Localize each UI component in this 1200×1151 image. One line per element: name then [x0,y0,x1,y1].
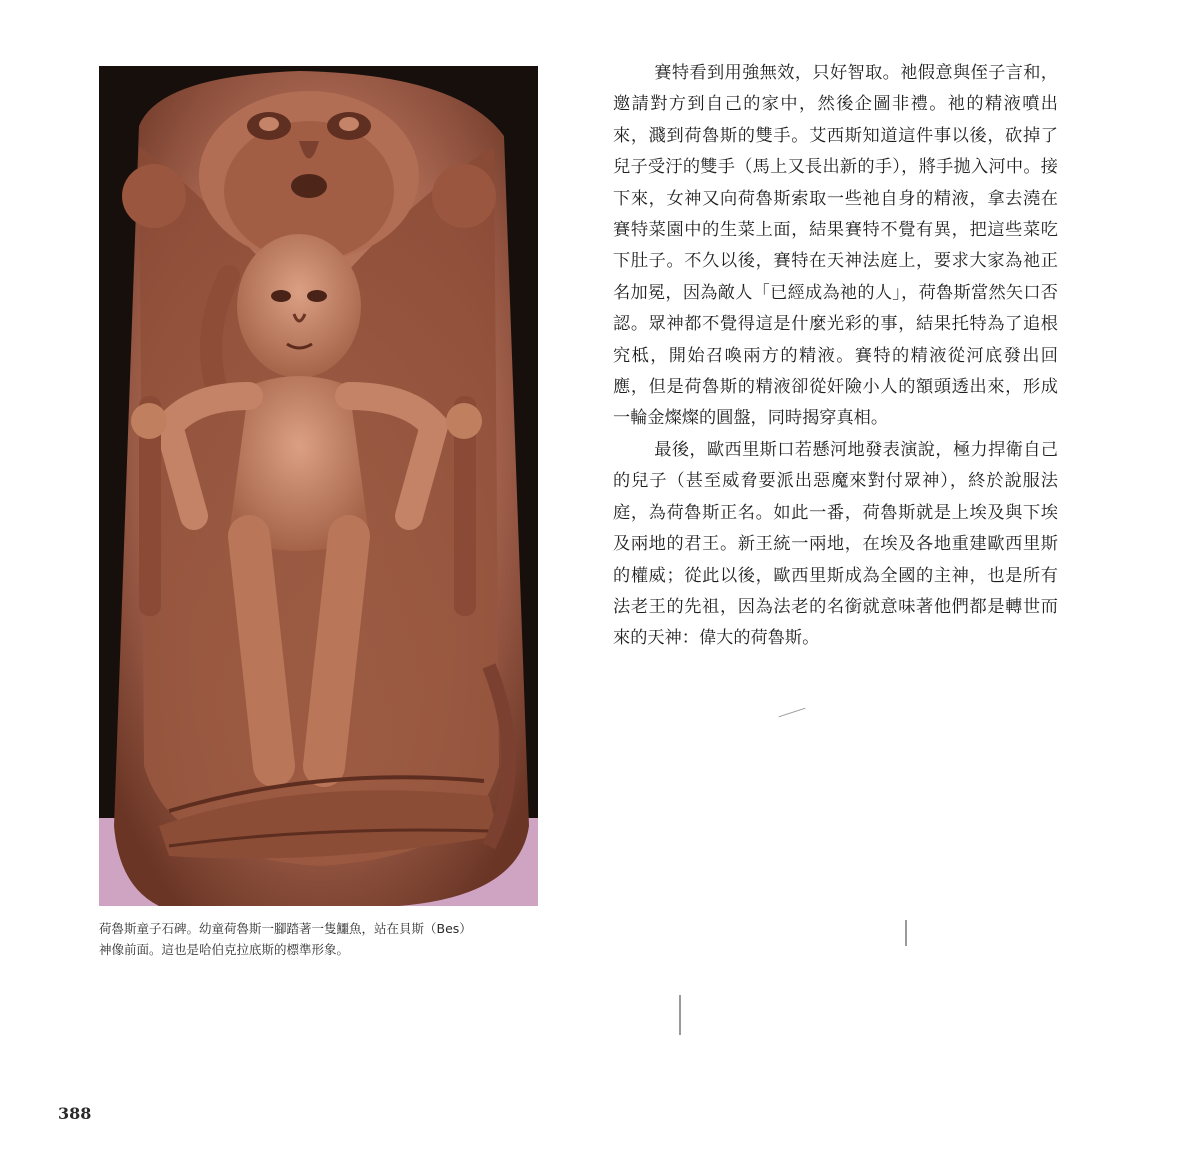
scan-mark [779,708,806,718]
caption-line: 神像前面。這也是哈伯克拉底斯的標準形象。 [99,942,350,957]
paragraph: 賽特看到用強無效，只好智取。祂假意與侄子言和，邀請對方到自己的家中，然後企圖非禮。祂的精液噴出來，濺到荷魯斯的雙手。艾西斯知道這件事以後，砍掉了兒子受汙的雙手（馬上又長出新的手），將手拋入河中。接下來，女神又向荷魯斯索取一些祂自身的精液，拿去澆在賽特菜園中的生菜上面，結果賽特不覺有異，把這些菜吃下肚子。不久以後，賽特在天神法庭上，要求大家為祂正名加冕，因為敵人「已經成為祂的人」，荷魯斯當然矢口否認。眾神都不覺得這是什麼光彩的事，結果托特為了追根究柢，開始召喚兩方的精液。賽特的精液從河底發出回應，但是荷魯斯的精液卻從奸險小人的額頭透出來，形成一輪金燦燦的圓盤，同時揭穿真相。 [613,63,1058,429]
paragraph: 最後，歐西里斯口若懸河地發表演說，極力捍衛自己的兒子（甚至威脅要派出惡魔來對付眾神），終於說服法庭，為荷魯斯正名。如此一番，荷魯斯就是上埃及與下埃及兩地的君王。新王統一兩地，在埃及各地重建歐西里斯的權威；從此以後，歐西里斯成為全國的主神，也是所有法老王的先祖，因為法老的名銜就意味著他們都是轉世而來的天神：偉大的荷魯斯。 [613,439,1058,649]
caption-line: 荷魯斯童子石碑。幼童荷魯斯一腳踏著一隻鱷魚，站在貝斯（Bes） [99,921,472,936]
article-body [613,58,1058,655]
stele-illustration [99,66,538,906]
figure-caption [99,918,549,960]
stele-photo [99,66,538,906]
scan-mark [905,920,907,946]
scan-mark [679,995,681,1035]
page-number: 388 [58,1104,92,1123]
